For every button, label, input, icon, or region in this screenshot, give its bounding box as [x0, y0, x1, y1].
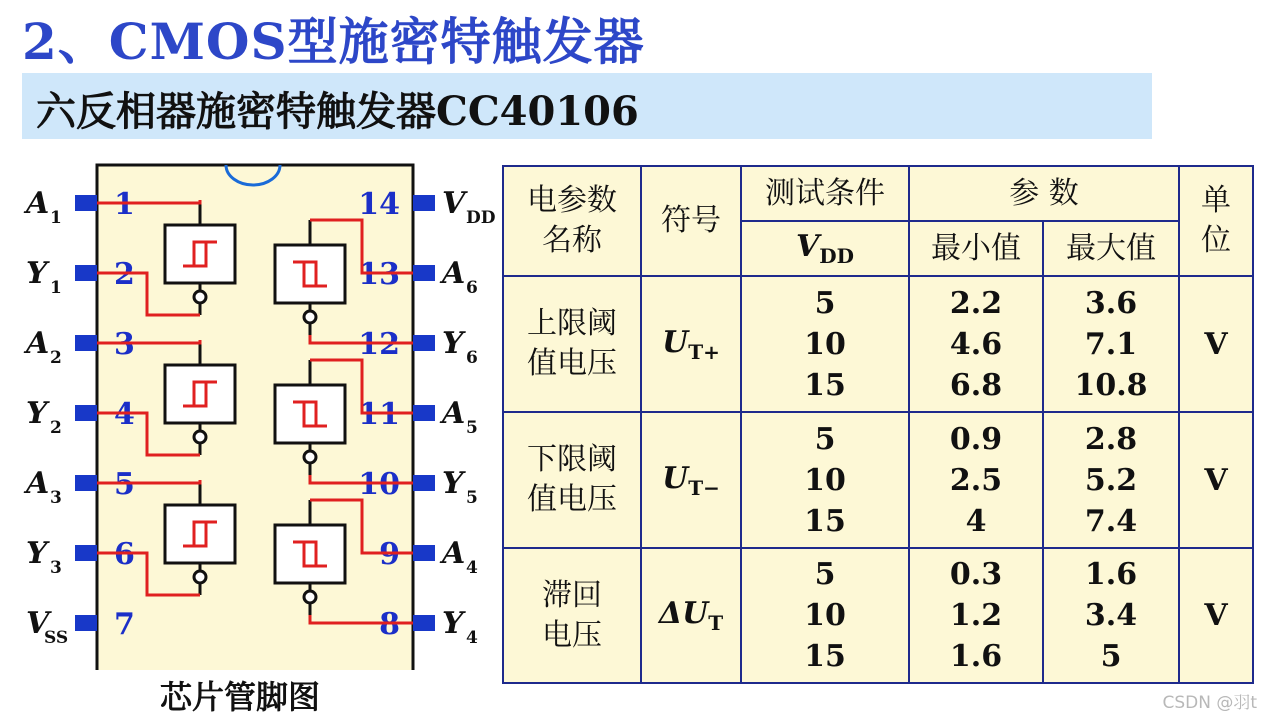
pin-number-left: 7	[114, 607, 135, 642]
header-max: 最大值	[1043, 221, 1179, 276]
row-vdd: 5 10 15	[741, 276, 909, 412]
row-max: 1.6 3.4 5	[1043, 548, 1179, 683]
pin-number-right: 12	[358, 327, 400, 362]
pin-number-left: 4	[114, 397, 135, 432]
pin-number-left: 3	[114, 327, 135, 362]
pin-number-right: 9	[379, 537, 400, 572]
header-param-name: 电参数 名称	[503, 166, 641, 276]
row-symbol: $U_{T-}$	[641, 412, 741, 548]
row-unit: V	[1179, 412, 1253, 548]
pin-label-right-sub: 6	[466, 348, 478, 368]
page-title: 2、CMOS型施密特触发器	[22, 12, 645, 71]
pin-label-right-sub: 6	[466, 278, 478, 298]
pin-label-left: Y	[26, 536, 48, 571]
right-inverter-3-inversion-bubble	[304, 591, 316, 603]
pin-label-right-sub: 5	[466, 488, 478, 508]
row-name: 滞回 电压	[503, 548, 641, 683]
pin-label-left-sub: 1	[50, 208, 62, 228]
row-unit: V	[1179, 548, 1253, 683]
pin-number-left: 2	[114, 257, 135, 292]
row-symbol: $U_{T+}$	[641, 276, 741, 412]
row-max: 3.6 7.1 10.8	[1043, 276, 1179, 412]
pin-label-left: A	[26, 186, 50, 221]
pin-lead-left	[75, 475, 97, 491]
header-symbol: 符号	[641, 166, 741, 276]
pin-lead-right	[413, 615, 435, 631]
pin-number-right: 10	[358, 467, 400, 502]
pin-number-right: 13	[358, 257, 400, 292]
row-name: 下限阈 值电压	[503, 412, 641, 548]
header-unit: 单 位	[1179, 166, 1253, 276]
pin-lead-left	[75, 335, 97, 351]
pin-lead-right	[413, 265, 435, 281]
subtitle: 六反相器施密特触发器CC40106	[36, 88, 639, 135]
pin-label-right: A	[442, 396, 466, 431]
row-name: 上限阈 值电压	[503, 276, 641, 412]
row-min: 0.9 2.5 4	[909, 412, 1043, 548]
pin-lead-left	[75, 615, 97, 631]
pin-label-right-sub: DD	[466, 208, 496, 228]
pin-label-right: V	[442, 186, 466, 221]
header-test-condition: 测试条件	[741, 166, 909, 221]
row-unit: V	[1179, 276, 1253, 412]
table-row	[503, 548, 1253, 683]
row-symbol: $\Delta U_T$	[641, 548, 741, 683]
header-vdd: $V_{DD}$	[741, 221, 909, 276]
pin-label-right: A	[442, 256, 466, 291]
pin-label-left: A	[26, 466, 50, 501]
pin-label-right-sub: 4	[466, 628, 478, 648]
pin-lead-left	[75, 405, 97, 421]
pin-label-right: Y	[442, 606, 464, 641]
left-inverter-1-inversion-bubble	[194, 291, 206, 303]
row-vdd: 5 10 15	[741, 548, 909, 683]
right-inverter-2-body	[275, 385, 345, 443]
pin-label-left: Y	[26, 256, 48, 291]
chip-caption: 芯片管脚图	[160, 678, 321, 716]
pin-label-left-sub: 1	[50, 278, 62, 298]
row-vdd: 5 10 15	[741, 412, 909, 548]
row-min: 2.2 4.6 6.8	[909, 276, 1043, 412]
pin-lead-left	[75, 545, 97, 561]
left-inverter-2-body	[165, 365, 235, 423]
pin-label-left-sub: SS	[44, 628, 69, 648]
right-inverter-3-body	[275, 525, 345, 583]
pin-label-left: Y	[26, 396, 48, 431]
pin-number-left: 5	[114, 467, 135, 502]
table-row	[503, 276, 1253, 412]
pin-label-right-sub: 5	[466, 418, 478, 438]
header-min: 最小值	[909, 221, 1043, 276]
pin-number-left: 1	[114, 187, 135, 222]
pin-label-right: A	[442, 536, 466, 571]
pin-label-left-sub: 2	[50, 418, 62, 438]
pin-number-right: 8	[379, 607, 400, 642]
pin-lead-right	[413, 195, 435, 211]
right-inverter-1-body	[275, 245, 345, 303]
right-inverter-1-inversion-bubble	[304, 311, 316, 323]
pin-lead-right	[413, 405, 435, 421]
pin-label-left-sub: 3	[50, 488, 62, 508]
chip-pinout-diagram	[0, 150, 500, 670]
pin-lead-right	[413, 475, 435, 491]
pin-label-left: V	[26, 606, 50, 641]
pin-number-right: 11	[358, 397, 400, 432]
left-inverter-2-inversion-bubble	[194, 431, 206, 443]
table-row	[503, 412, 1253, 548]
pin-label-right-sub: 4	[466, 558, 478, 578]
pin-label-right: Y	[442, 326, 464, 361]
pin-label-left-sub: 2	[50, 348, 62, 368]
pin-lead-right	[413, 545, 435, 561]
pin-number-left: 6	[114, 537, 135, 572]
pin-label-left: A	[26, 326, 50, 361]
pin-lead-left	[75, 195, 97, 211]
watermark: CSDN @羽t	[1162, 693, 1257, 713]
left-inverter-1-body	[165, 225, 235, 283]
pin-label-right: Y	[442, 466, 464, 501]
left-inverter-3-inversion-bubble	[194, 571, 206, 583]
pin-label-left-sub: 3	[50, 558, 62, 578]
right-inverter-2-inversion-bubble	[304, 451, 316, 463]
parameter-table	[502, 165, 1254, 684]
row-min: 0.3 1.2 1.6	[909, 548, 1043, 683]
pin-lead-right	[413, 335, 435, 351]
header-params: 参 数	[909, 166, 1179, 221]
left-inverter-3-body	[165, 505, 235, 563]
pin-lead-left	[75, 265, 97, 281]
pin-number-right: 14	[358, 187, 400, 222]
row-max: 2.8 5.2 7.4	[1043, 412, 1179, 548]
